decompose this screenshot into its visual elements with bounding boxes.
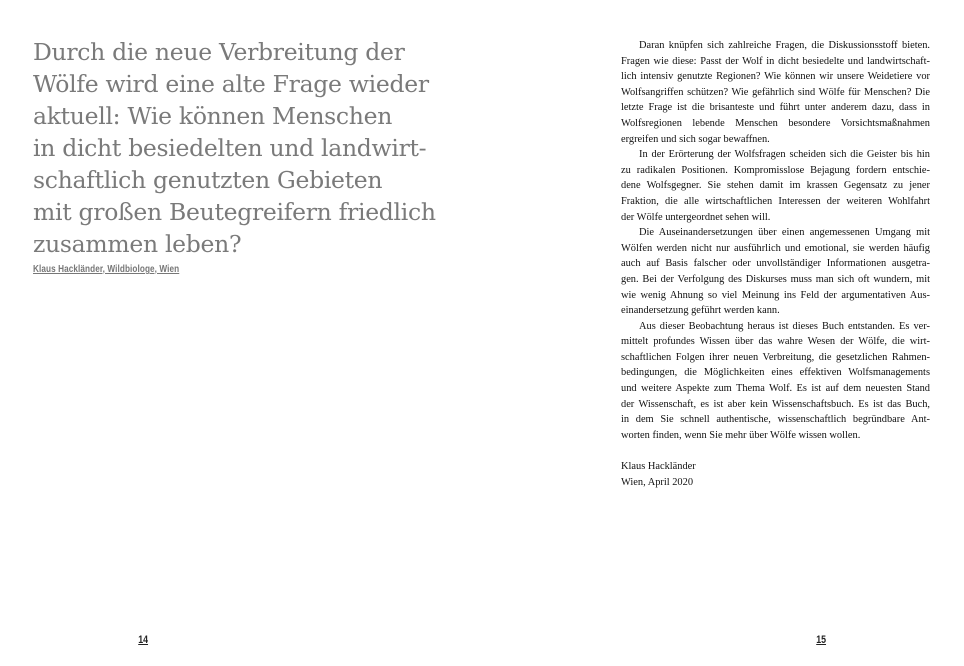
text-line: worten finden, wenn Sie mehr über Wölfe wissen wollen. <box>621 429 861 441</box>
signature-name: Klaus Hackländer <box>621 461 696 473</box>
text-line: Wolfsangriffen schützen? Wie gefährlich sind Wölfe für Menschen? Die <box>621 86 930 98</box>
text-line: In der Erörterung der Wolfsfragen scheiden sich die Geister bis hin <box>639 149 930 161</box>
quote-line: aktuell: Wie können Menschen <box>33 102 393 130</box>
signature <box>621 459 930 490</box>
pull-quote <box>33 36 453 260</box>
text-line: Wolfsregionen lebende Menschen besondere Vorsichtsmaßnahmen <box>621 117 930 129</box>
text-line: Fragen wie diese: Passt der Wolf in dicht besiedelte und landwirtschaft- <box>621 55 930 67</box>
text-line: und weitere Aspekte zum Thema Wolf. Es ist auf dem neuesten Stand <box>621 383 930 395</box>
text-line: einandersetzung geführt werden kann. <box>621 305 780 317</box>
text-line: wie wenig Ahnung so viel Meinung ins Feld der argumentativen Aus- <box>621 289 930 301</box>
quote-attribution: Klaus Hackländer, Wildbiologe, Wien <box>33 264 180 275</box>
quote-line: schaftlich genutzten Gebieten <box>33 166 383 194</box>
paragraph <box>621 319 930 444</box>
text-line: der Wissenschaft, es ist aber kein Wissenschaftsbuch. Es ist das Buch, <box>621 398 930 410</box>
text-line: lich intensiv genutzte Regionen? Wie können wir unsere Weidetiere vor <box>621 71 930 83</box>
quote-line: in dicht besiedelten und landwirt- <box>33 134 427 162</box>
paragraph <box>621 38 930 147</box>
text-line: bedingungen, die Möglichkeiten eines effektiven Wolfsmanagements <box>621 367 930 379</box>
text-line: mittelt profundes Wissen über das wahre Wesen der Wölfe, die wirt- <box>621 336 930 348</box>
text-line: Fraktion, die alle wirtschaftlichen Interessen der weiteren Wohlfahrt <box>621 195 930 207</box>
quote-line: Durch die neue Verbreitung der <box>33 38 405 66</box>
text-line: Die Auseinandersetzungen über einen angemessenen Umgang mit <box>639 227 930 239</box>
page-number-right: 15 <box>816 634 827 646</box>
text-line: der Wölfe untergeordnet sehen will. <box>621 211 771 223</box>
paragraph <box>621 225 930 319</box>
text-line: dene Wolfsgegner. Sie stehen damit im krassen Gegensatz zu jener <box>621 180 930 192</box>
text-line: Daran knüpfen sich zahlreiche Fragen, die Diskussionsstoff bieten. <box>639 40 930 51</box>
page-number-left: 14 <box>138 634 149 646</box>
signature-place-date: Wien, April 2020 <box>621 476 694 488</box>
quote-line: zusammen leben? <box>33 230 242 258</box>
text-line: in dem Sie schnell authentische, wissenschaftlich begründbare Ant- <box>621 414 930 426</box>
text-line: letzte Frage ist die brisanteste und führt unter anderem dazu, dass in <box>621 102 930 114</box>
text-line: schaftlichen Folgen ihrer neuen Verbreitung, die gesetzlichen Rahmen- <box>621 351 930 363</box>
quote-line: mit großen Beutegreifern friedlich <box>33 198 436 226</box>
text-line: Wölfen werden nicht nur ausführlich und emotional, sie werden häufig <box>621 242 930 254</box>
text-line: Aus dieser Beobachtung heraus ist dieses Buch entstanden. Es ver- <box>639 320 930 332</box>
text-line: gen. Bei der Verfolgung des Diskurses muss man sich oft wundern, mit <box>621 273 930 285</box>
paragraph <box>621 147 930 225</box>
body-text <box>621 38 930 490</box>
text-line: auch auf Basis falscher oder unvollständiger Informationen ausgetra- <box>621 258 930 270</box>
text-line: zu radikalen Positionen. Kompromisslose Bejagung fordern entschie- <box>621 164 930 176</box>
text-line: ergreifen und sich sogar bewaffnen. <box>621 133 770 145</box>
quote-line: Wölfe wird eine alte Frage wieder <box>33 70 429 98</box>
